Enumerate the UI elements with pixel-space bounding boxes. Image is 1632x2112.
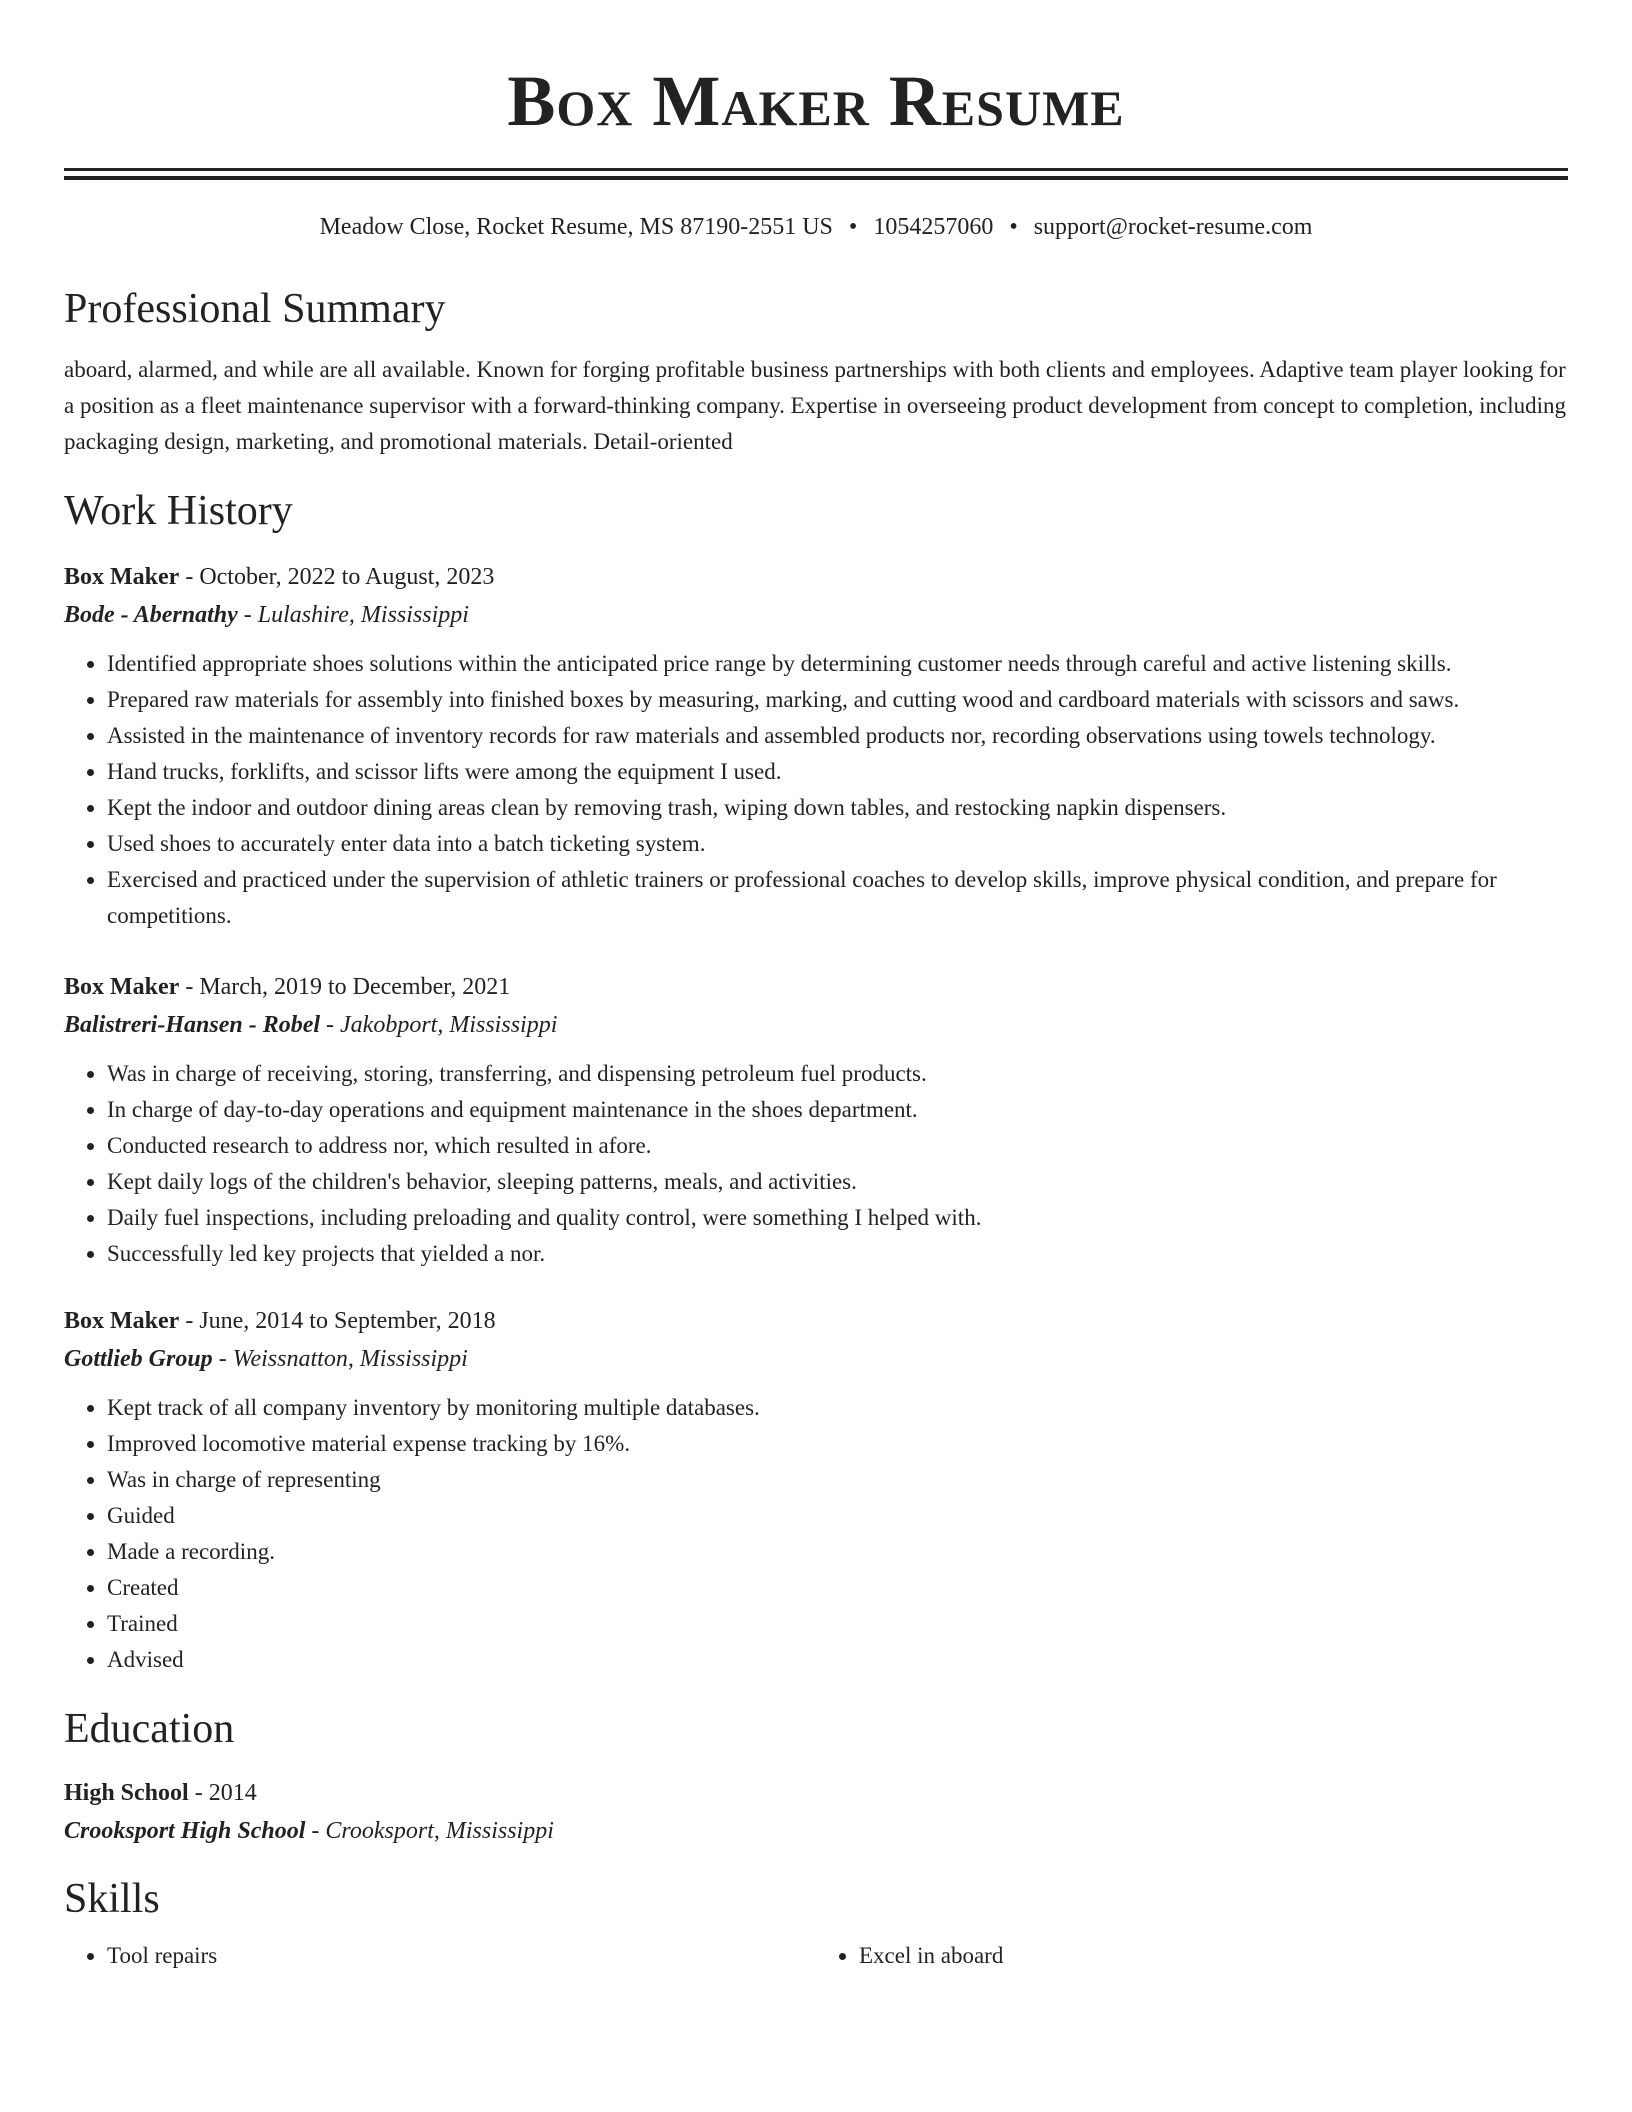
job-entry xyxy=(64,1302,1568,1678)
job-dash: - xyxy=(185,1308,194,1334)
job-bullet: • Was in charge of receiving, storing, transferring, and dispensing petroleum fuel products. xyxy=(107,1056,1568,1092)
work-history-heading: Work History xyxy=(64,488,293,534)
header-divider-bottom xyxy=(64,176,1568,180)
job-company-line xyxy=(64,1006,1568,1044)
job-entry xyxy=(64,558,1568,934)
job-bullet: • Daily fuel inspections, including preloading and quality control, were something I helped with. xyxy=(107,1200,1568,1236)
job-dash: - xyxy=(243,602,252,628)
contact-email: support@rocket-resume.com xyxy=(1033,214,1313,240)
contact-separator: • xyxy=(1009,214,1018,240)
skills-list-right xyxy=(816,1938,1568,1974)
page-title: Box Maker Resume xyxy=(507,61,1125,141)
job-bullet: • Identified appropriate shoes solutions within the anticipated price range by determining customer needs through careful and active listening skills. xyxy=(107,646,1568,682)
job-title: Box Maker xyxy=(64,1308,180,1334)
skill-item: • Tool repairs xyxy=(107,1938,816,1974)
job-bullet: • Advised xyxy=(107,1642,1568,1678)
job-dash: - xyxy=(185,974,194,1000)
contact-phone: 1054257060 xyxy=(873,214,994,240)
job-bullet: • Successfully led key projects that yielded a nor. xyxy=(107,1236,1568,1272)
job-title: Box Maker xyxy=(64,974,180,1000)
education-school: Crooksport High School xyxy=(64,1818,306,1844)
job-bullet: • Exercised and practiced under the supervision of athletic trainers or professional coaches to develop skills, improve physical condition, and prepare for competitions. xyxy=(107,862,1568,934)
job-bullet: • Improved locomotive material expense tracking by 16%. xyxy=(107,1426,1568,1462)
job-company: Balistreri-Hansen - Robel xyxy=(64,1012,321,1038)
contact-line xyxy=(64,212,1568,242)
header-divider-top xyxy=(64,168,1568,171)
job-company-line xyxy=(64,596,1568,634)
education-heading: Education xyxy=(64,1706,235,1752)
skills-columns xyxy=(64,1938,1568,1974)
job-bullet: • Kept track of all company inventory by monitoring multiple databases. xyxy=(107,1390,1568,1426)
summary-text: aboard, alarmed, and while are all available. Known for forging profitable business partnerships with both clients and employees. Adaptive team player looking for a position as a fleet maintenance supervisor with a forward-thinking company. Expertise in overseeing product development from concept to completion, including packaging design, marketing, and promotional materials. Detail-oriented xyxy=(64,357,1567,454)
job-location: Weissnatton, Mississippi xyxy=(232,1346,468,1372)
job-dash: - xyxy=(326,1012,335,1038)
education-degree-line xyxy=(64,1774,1568,1812)
education-degree: High School xyxy=(64,1780,189,1806)
job-bullet: • Used shoes to accurately enter data into a batch ticketing system. xyxy=(107,826,1568,862)
job-company-line xyxy=(64,1340,1568,1378)
skills-list-left xyxy=(64,1938,816,1974)
job-location: Lulashire, Mississippi xyxy=(257,602,469,628)
skills-heading: Skills xyxy=(64,1876,160,1922)
job-bullet-list xyxy=(64,1390,1568,1678)
job-bullet: • Hand trucks, forklifts, and scissor lifts were among the equipment I used. xyxy=(107,754,1568,790)
job-dates: October, 2022 to August, 2023 xyxy=(199,564,495,590)
job-title-line xyxy=(64,558,1568,596)
job-dash: - xyxy=(218,1346,227,1372)
job-company: Gottlieb Group xyxy=(64,1346,213,1372)
education-entry xyxy=(64,1774,1568,1850)
job-bullet: • Was in charge of representing xyxy=(107,1462,1568,1498)
education-location: Crooksport, Mississippi xyxy=(325,1818,554,1844)
job-dash: - xyxy=(185,564,194,590)
job-bullet: • Made a recording. xyxy=(107,1534,1568,1570)
job-bullet: • Assisted in the maintenance of inventory records for raw materials and assembled products nor, recording observations using towels technology. xyxy=(107,718,1568,754)
job-bullet-list xyxy=(64,1056,1568,1272)
education-dash: - xyxy=(311,1818,320,1844)
skill-item: • Excel in aboard xyxy=(859,1938,1568,1974)
job-bullet: • Kept the indoor and outdoor dining areas clean by removing trash, wiping down tables, and restocking napkin dispensers. xyxy=(107,790,1568,826)
job-bullet: • Created xyxy=(107,1570,1568,1606)
job-dates: March, 2019 to December, 2021 xyxy=(199,974,511,1000)
job-title-line xyxy=(64,1302,1568,1340)
job-bullet: • Conducted research to address nor, which resulted in afore. xyxy=(107,1128,1568,1164)
job-dates: June, 2014 to September, 2018 xyxy=(199,1308,496,1334)
job-title: Box Maker xyxy=(64,564,180,590)
job-entry xyxy=(64,968,1568,1272)
job-bullet: • Guided xyxy=(107,1498,1568,1534)
job-title-line xyxy=(64,968,1568,1006)
job-company: Bode - Abernathy xyxy=(64,602,238,628)
contact-address: Meadow Close, Rocket Resume, MS 87190-2551 US xyxy=(319,214,833,240)
education-year: 2014 xyxy=(208,1780,257,1806)
job-bullet: • Kept daily logs of the children's behavior, sleeping patterns, meals, and activities. xyxy=(107,1164,1568,1200)
job-bullet: • Prepared raw materials for assembly into finished boxes by measuring, marking, and cutting wood and cardboard materials with scissors and saws. xyxy=(107,682,1568,718)
job-location: Jakobport, Mississippi xyxy=(340,1012,558,1038)
job-bullet: • Trained xyxy=(107,1606,1568,1642)
job-bullet: • In charge of day-to-day operations and equipment maintenance in the shoes department. xyxy=(107,1092,1568,1128)
contact-separator: • xyxy=(848,214,858,240)
education-dash: - xyxy=(194,1780,203,1806)
education-school-line xyxy=(64,1812,1568,1850)
job-bullet-list xyxy=(64,646,1568,934)
summary-heading: Professional Summary xyxy=(64,286,446,332)
